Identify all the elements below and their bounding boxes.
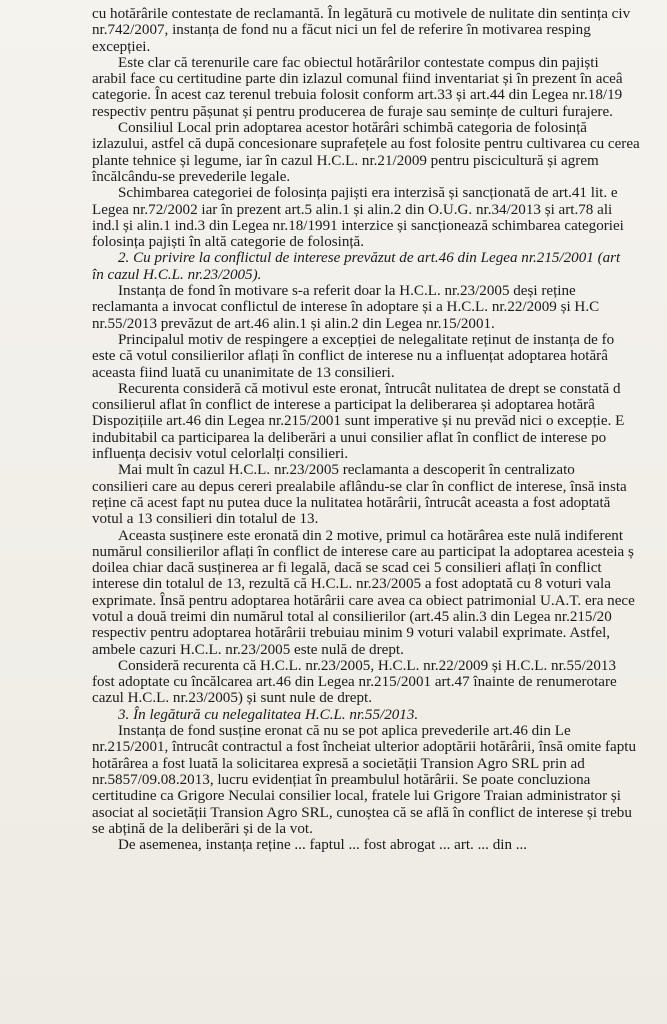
text-line: asociat al societății Transion Agro SRL, cunoștea că se află în conflict de interese și trebu xyxy=(92,804,632,821)
text-line: ambele cazuri H.C.L. nr.23/2005 este nulă de drept. xyxy=(92,641,404,658)
paragraph xyxy=(92,381,667,462)
text-line: doilea chiar dacă susținerea ar fi legală, dacă se scad cei 5 consilieri aflați în conflict xyxy=(92,560,602,577)
text-line: Dispozițiile art.46 din Legea nr.215/2001 sunt imperative și nu prevăd nici o excepție. E xyxy=(92,413,625,430)
text-line: izlazului, astfel că după concesionare suprafețele au fost folosite pentru cultivarea cu cerea xyxy=(92,136,640,153)
text-line: cu hotărârile contestate de reclamantă. În legătură cu motivele de nulitate din sentința civ xyxy=(92,6,631,22)
text-line: fost adoptate cu încălcarea art.46 din Legea nr.215/2001 art.47 înainte de renumerotare xyxy=(92,674,617,691)
text-line: încălcându-se prevederile legale. xyxy=(92,168,291,185)
section-heading xyxy=(92,707,667,723)
text-line: nr.55/2013 prevăzut de art.46 alin.1 și alin.2 din Legea nr.15/2001. xyxy=(92,315,495,332)
text-line: 2. Cu privire la conflictul de interese prevăzut de art.46 din Legea nr.215/2001 (art xyxy=(118,250,621,267)
text-line: influența decisiv votul celorlalți consilieri. xyxy=(92,446,349,463)
paragraph xyxy=(92,6,667,55)
text-line: consilierul aflat în conflict de interese a participat la deliberarea și adoptarea hotărâ xyxy=(92,397,595,414)
text-line: Consideră recurenta că H.C.L. nr.23/2005, H.C.L. nr.22/2009 și H.C.L. nr.55/2013 xyxy=(118,657,617,674)
text-line: respectiv pentru pășunat și pentru producerea de furaje sau semințe de culturi furajere. xyxy=(92,103,613,120)
text-line: aceasta fiind luată cu unanimitate de 13 consilieri. xyxy=(92,364,395,381)
text-line: 3. În legătură cu nelegalitatea H.C.L. nr.55/2013. xyxy=(118,706,419,723)
paragraph xyxy=(92,658,667,707)
text-line: folosința pajiști în altă categorie de folosință. xyxy=(92,234,365,251)
text-line: certitudine ca Grigore Neculai consilier local, fratele lui Grigore Traian administrator și xyxy=(92,788,621,805)
paragraph xyxy=(92,332,667,381)
text-line: votul a două treimi din numărul total al consilierilor (art.45 alin.3 din Legea nr.215/20 xyxy=(92,608,612,625)
section-heading xyxy=(92,250,667,283)
text-line: Schimbarea categoriei de folosința pajiști era interzisă și sancționată de art.41 lit. e xyxy=(118,185,618,202)
text-line: arabil face cu certitudine parte din izlazul comunal fiind inventariat și în prezent în aceâ xyxy=(92,71,623,88)
paragraph xyxy=(92,55,667,120)
text-line: numărul consilierilor aflați în conflict de interese care au participat la adoptarea acesteia ș xyxy=(92,543,634,560)
text-line: Legea nr.72/2002 iar în prezent art.5 alin.1 și alin.2 din O.U.G. nr.34/2013 și art.78 ali xyxy=(92,201,613,218)
text-line: nr.215/2001, întrucât contractul a fost încheiat ulterior adoptării hotărârii, însă omite faptu xyxy=(92,739,637,756)
text-line: votul a 13 consilieri din totalul de 13. xyxy=(92,511,319,528)
text-line: reclamanta a invocat conflictul de interese în adoptare și a H.C.L. nr.22/2009 și H.C xyxy=(92,299,600,316)
text-line: consilieri care au depus cereri prealabile aflându-se clar în conflict de interese, însă insta xyxy=(92,478,627,495)
paragraph xyxy=(92,528,667,658)
text-line: Consiliul Local prin adoptarea acestor hotărâri schimbă categoria de folosință xyxy=(118,120,587,137)
text-line: ind.l și alin.1 ind.3 din Legea nr.18/1991 interzice și sancționează schimbarea categoriei xyxy=(92,217,624,234)
text-line: respectiv pentru adoptarea hotărârii trebuiau minim 9 voturi valabil exprimate. Astfel, xyxy=(92,625,611,642)
paragraph xyxy=(92,283,667,332)
text-line: cazul H.C.L. nr.23/2005) și sunt nule de drept. xyxy=(92,690,373,707)
text-line: Mai mult în cazul H.C.L. nr.23/2005 reclamanta a descoperit în centralizato xyxy=(118,462,575,479)
text-line: Recurenta consideră că motivul este eronat, întrucât nulitatea de drept se constată d xyxy=(118,380,621,397)
paragraph xyxy=(92,837,667,853)
text-line: categorie. În acest caz terenul trebuia folosit conform art.33 și art.44 din Legea nr.18/19 xyxy=(92,87,623,104)
text-line: Aceasta susținere este eronată din 2 motive, primul ca hotărârea este nulă indiferent xyxy=(118,527,624,544)
paragraph xyxy=(92,185,667,250)
text-line: în cazul H.C.L. nr.23/2005). xyxy=(92,266,262,283)
paragraph xyxy=(92,120,667,185)
text-line: Principalul motiv de respingere a excepției de nelegalitate reținut de instanța de fo xyxy=(118,331,615,348)
document-body xyxy=(92,6,667,853)
text-line: Instanța de fond susține eronat că nu se pot aplica prevederile art.46 din Le xyxy=(118,723,571,740)
text-line: nr.5857/09.08.2013, lucru evidențiat în preambulul hotărârii. Se poate concluziona xyxy=(92,771,591,788)
text-line: Este clar că terenurile care fac obiectul hotărârilor contestate compus din pajiști xyxy=(118,54,599,71)
text-line: excepției. xyxy=(92,38,151,55)
text-line: nr.742/2007, instanța de fond nu a făcut nici un fel de referire în motivarea resping xyxy=(92,22,591,39)
text-line: De asemenea, instanța reține ... faptul ... fost abrogat ... art. ... din ... xyxy=(118,837,528,854)
text-line: Instanța de fond în motivare s-a referit doar la H.C.L. nr.23/2005 deși reține xyxy=(118,283,576,300)
text-line: este că votul consilierilor aflați în conflict de interese nu a influențat adoptarea hotărâ xyxy=(92,348,608,365)
text-line: exprimate. Însă pentru adoptarea hotărârii care avea ca obiect patrimonial U.A.T. era nece xyxy=(92,592,635,609)
text-line: hotărârea a fost luată la solicitarea expresă a societății Transion Agro SRL prin ad xyxy=(92,755,585,772)
text-line: interese din totalul de 13, rezultă că H.C.L. nr.23/2005 a fost adoptată cu 8 voturi vala xyxy=(92,576,611,593)
text-line: plante tehnice și legume, iar în cazul H.C.L. nr.21/2009 pentru piscicultură și agrem xyxy=(92,152,599,169)
text-line: reține că acest fapt nu putea duce la nulitatea hotărârii, întrucât aceasta a fost adoptată xyxy=(92,494,611,511)
paragraph xyxy=(92,462,667,527)
paragraph xyxy=(92,723,667,837)
text-line: indubitabil ca participarea la deliberări a unui consilier aflat în conflict de interese po xyxy=(92,429,607,446)
text-line: se abțină de la deliberări și de la vot. xyxy=(92,820,313,837)
